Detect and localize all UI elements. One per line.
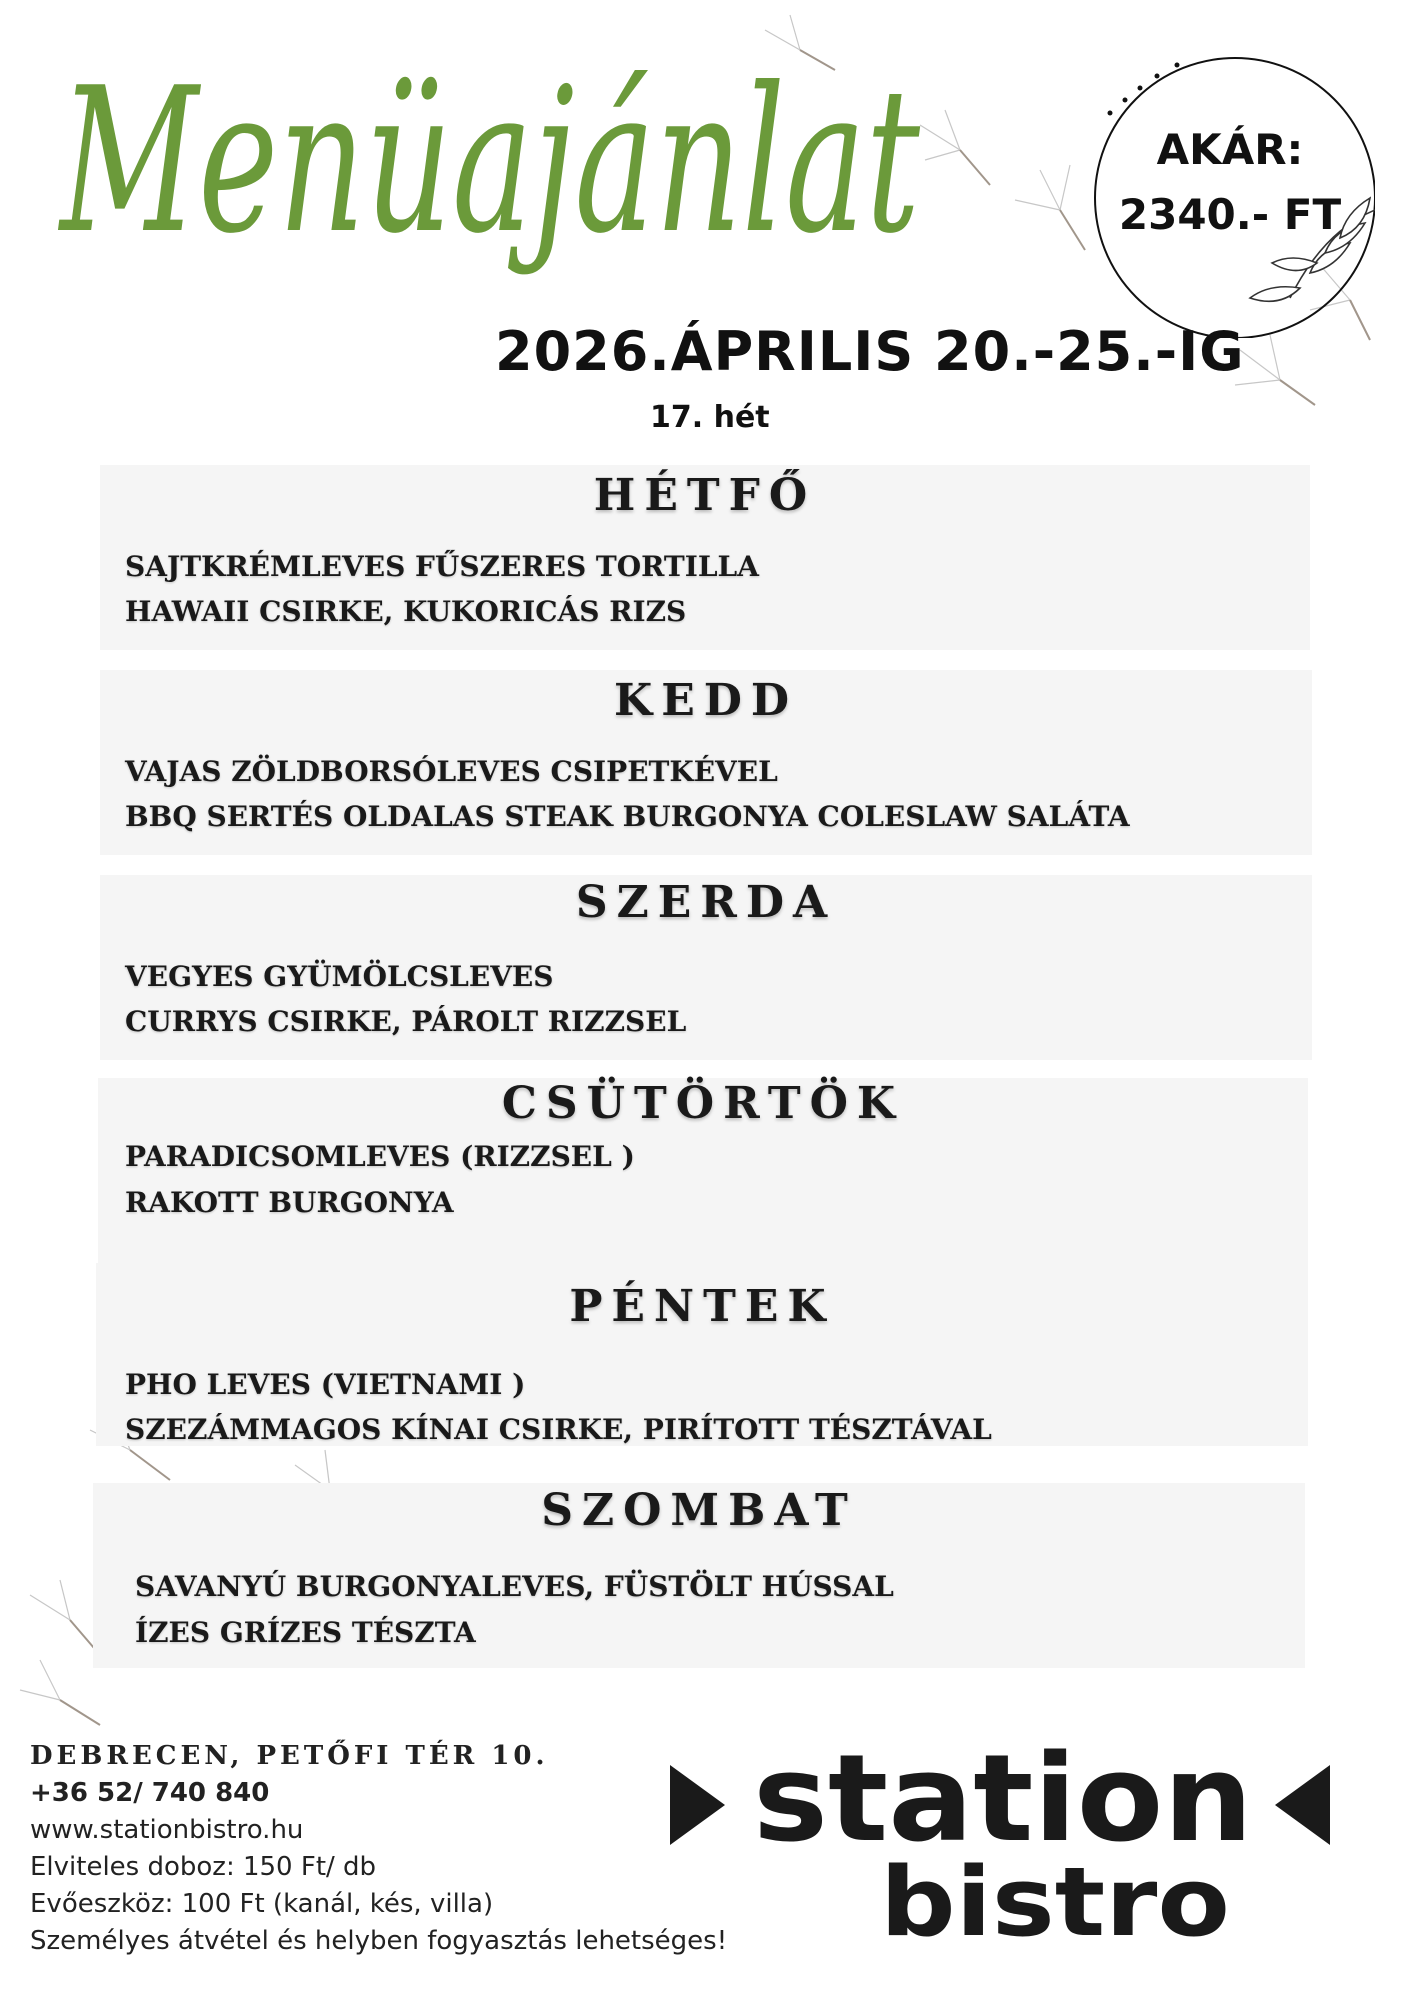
menu-title-text: Menüajánlat [57, 45, 921, 278]
badge-line-1: AKÁR: [1156, 125, 1304, 174]
day-panel-friday [96, 1263, 1308, 1446]
dish-soup: SAVANYÚ BURGONYALEVES, FÜSTÖLT HÚSSAL [135, 1570, 894, 1603]
menu-title [50, 20, 950, 320]
dish-main: SZEZÁMMAGOS KÍNAI CSIRKE, PIRÍTOTT TÉSZTÁVAL [125, 1413, 992, 1446]
dish-soup: VAJAS ZÖLDBORSÓLEVES CSIPETKÉVEL [125, 755, 778, 788]
dish-main: RAKOTT BURGONYA [125, 1186, 454, 1219]
dish-soup: PARADICSOMLEVES (RIZZSEL ) [125, 1140, 635, 1173]
pickup-note: Személyes átvétel és helyben fogyasztás lehetséges! [30, 1926, 728, 1956]
phone-number: +36 52/ 740 840 [30, 1778, 270, 1808]
day-name: SZOMBAT [541, 1485, 857, 1536]
dish-main: ÍZES GRÍZES TÉSZTA [135, 1616, 476, 1649]
day-name: KEDD [613, 675, 799, 726]
day-panel-saturday [93, 1483, 1305, 1668]
dish-main: HAWAII CSIRKE, KUKORICÁS RIZS [125, 595, 687, 628]
day-panel-monday [100, 465, 1310, 650]
website: www.stationbistro.hu [30, 1815, 304, 1845]
logo-word-station: station [753, 1730, 1253, 1869]
box-fee: Elviteles doboz: 150 Ft/ db [30, 1852, 377, 1882]
dish-soup: PHO LEVES (VIETNAMI ) [125, 1368, 526, 1401]
logo-word-bistro: bistro [880, 1848, 1230, 1950]
day-name: CSÜTÖRTÖK [501, 1078, 905, 1129]
address: DEBRECEN, PETŐFI TÉR 10. [30, 1741, 549, 1771]
day-name: HÉTFŐ [593, 470, 817, 521]
reverse-arrow-icon [1275, 1765, 1330, 1845]
day-name: SZERDA [575, 877, 837, 928]
day-panel-thursday [98, 1078, 1308, 1263]
dish-main: BBQ SERTÉS OLDALAS STEAK BURGONYA COLESLAW SALÁTA [125, 800, 1130, 833]
week-number: 17. hét [650, 400, 770, 435]
play-arrow-icon [670, 1765, 725, 1845]
day-name: PÉNTEK [569, 1281, 835, 1332]
dish-soup: SAJTKRÉMLEVES FŰSZERES TORTILLA [125, 550, 759, 583]
dish-main: CURRYS CSIRKE, PÁROLT RIZZSEL [125, 1005, 687, 1038]
day-panel-tuesday [100, 670, 1312, 855]
badge-price: 2340.- FT [1118, 190, 1342, 239]
dish-soup: VEGYES GYÜMÖLCSLEVES [125, 960, 554, 993]
date-range: 2026.ÁPRILIS 20.-25.-IG [495, 320, 1245, 383]
contact-info [30, 1738, 727, 1960]
day-panel-wednesday [100, 875, 1312, 1060]
station-bistro-logo [665, 1725, 1335, 1950]
cutlery-fee: Evőeszköz: 100 Ft (kanál, kés, villa) [30, 1889, 494, 1919]
